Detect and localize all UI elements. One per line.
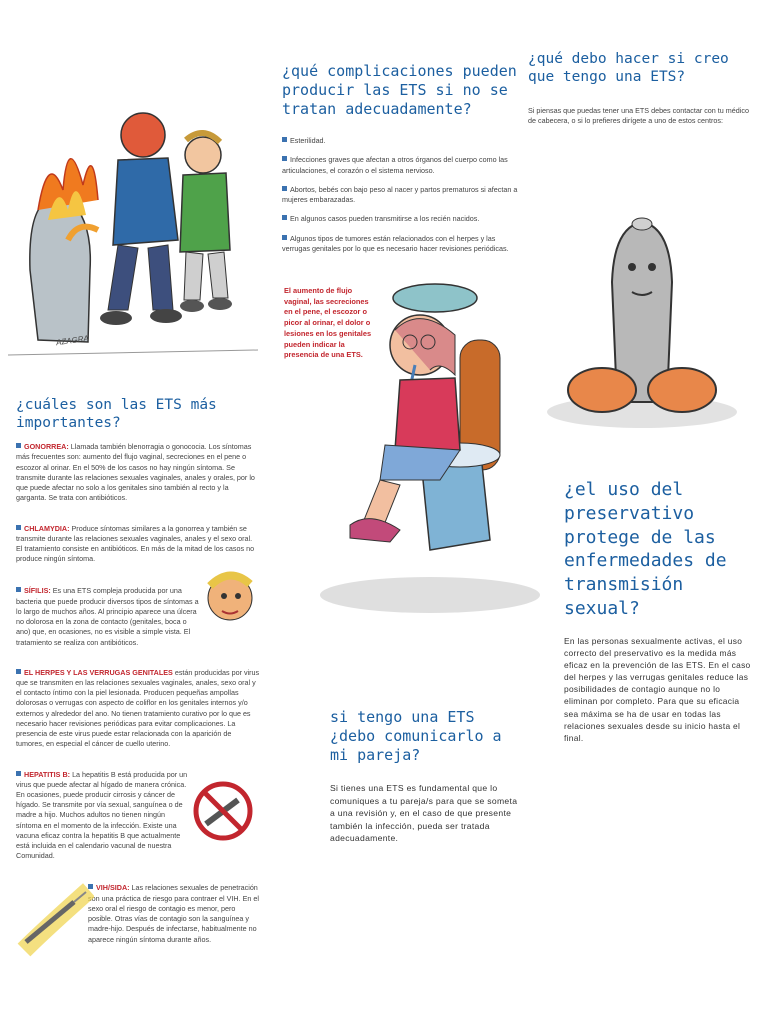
item-herpes: EL HERPES Y LAS VERRUGAS GENITALES están producidas por virus que se transmiten en las relaciones sexuales vaginales, anales, sexo oral y el contacto íntimo con la piel lesionada. Producen pequeñas ampollas dolorosas o verrugas con aspecto de coliflor en los genitales internos y/o externos y alrededor del ano. No tienen tratamiento curativo por lo que es necesario hacer revisiones periódicas para evitar complicaciones. La presencia de este virus puede estar relacionada con la aparición de tumores, en especial el cáncer de cuello uterino.	[16, 667, 260, 749]
condom-character-illustration	[542, 212, 742, 434]
bullet-icon	[16, 525, 21, 530]
item-vih: VIH/SIDA: Las relaciones sexuales de penetración son una práctica de riesgo para contraer el VIH. En el sexo oral el riesgo de contagio es menor, pero posible. Otras vías de contagio son la sanguínea y madre-hijo. Después de infectarse, habitualmente no aparece ningún síntoma durante años.	[88, 883, 259, 944]
bullet-item: Esterilidad.	[282, 136, 522, 146]
bullet-icon	[282, 235, 287, 240]
item-sifilis: SÍFILIS: Es una ETS compleja producida por una bacteria que puede producir diversos tipos de síntomas a lo largo de muchos años. Al principio aparece una úlcera no dolorosa en la zona de contacto (genitales, boca o ano) que, en ocasiones, no es visible a simple vista. El tratamiento se realiza con antibióticos.	[16, 586, 199, 647]
bullet-icon	[16, 587, 21, 592]
bullet-item: Infecciones graves que afectan a otros órganos del cuerpo como las articulaciones, el corazón o el sistema nervioso.	[282, 155, 508, 175]
bullet-icon	[282, 215, 287, 220]
heading-main-ets: ¿cuáles son las ETS más importantes?	[16, 397, 217, 432]
section-que-hacer	[528, 50, 756, 127]
column-2	[282, 62, 522, 263]
no-syringe-icon	[192, 780, 254, 842]
section-pareja	[330, 708, 520, 845]
preservativo-body: En las personas sexualmente activas, el uso correcto del preservativo es la medida más eficaz en la prevención de las ETS. En el caso del herpes y las verrugas genitales reduce las posibilidades de contagio aunque no lo eliminan por completo. Para que su eficacia sea máxima se ha de usar en todas las relaciones sexuales desde su inicio hasta el final.	[564, 635, 751, 743]
bullet-icon	[16, 669, 21, 674]
sick-woman-illustration	[290, 280, 540, 620]
section-preservativo	[564, 478, 754, 744]
bullet-icon	[282, 137, 287, 142]
bullet-icon	[282, 156, 287, 161]
heading-preservativo: ¿el uso del preservativo protege de las enfermedades de transmisión sexual?	[564, 479, 727, 619]
pareja-body: Si tienes una ETS es fundamental que lo comuniques a tu pareja/s para que se someta a una revisión y, en el caso de que presente también la infección, pueda ser tratada adecuadamente.	[330, 783, 518, 844]
face-illustration	[200, 566, 258, 636]
bullet-icon	[16, 443, 21, 448]
bullet-item: Algunos tipos de tumores están relacionados con el herpes y las verrugas genitales por lo que es necesario hacer revisiones periódicas.	[282, 233, 509, 253]
item-gonorrea: GONORREA: Llamada también blenorragia o gonococia. Los síntomas más frecuentes son: aumento del flujo vaginal, secreciones en el pene o escozor al orinar. En el 50% de los casos no hay ningún síntoma. Se transmite durante las relaciones sexuales vaginales, anales y orales, por lo que puede afectar no solo a los genitales sino también al recto y la garganta. Se trata con antibióticos.	[16, 442, 255, 503]
heading-que-hacer: ¿qué debo hacer si creo que tengo una ETS?	[528, 51, 729, 86]
heading-complicaciones: ¿qué complicaciones pueden producir las ETS si no se tratan adecuadamente?	[282, 62, 517, 118]
fire-cartoon-illustration	[8, 70, 258, 380]
item-hepatitis: HEPATITIS B: La hepatitis B está producida por un virus que puede afectar al hígado de manera crónica. En ocasiones, puede producir cirrosis y cáncer de hígado. Se transmite por vía sexual, sanguínea o de madre a hijo. Muchos adultos no tienen ningún síntoma en el momento de la infección. Existe una vacuna eficaz contra la hepatitis B que actualmente está incluida en el calendario vacunal de nuestra Comunidad.	[16, 769, 188, 861]
item-chlamydia: CHLAMYDIA: Produce síntomas similares a la gonorrea y también se transmite durante las relaciones sexuales vaginales, anales y el sexo oral. El tratamiento consiste en antibióticos. En más de la mitad de los casos no produce ningún síntoma.	[16, 523, 255, 564]
syringe-icon	[14, 880, 94, 960]
bullet-item: En algunos casos pueden transmitirse a los recién nacidos.	[282, 214, 522, 224]
bullet-item: Abortos, bebés con bajo peso al nacer y partos prematuros si afectan a mujeres embarazadas.	[282, 184, 518, 205]
artist-signature: AZAGRA	[55, 333, 90, 348]
heading-pareja: si tengo una ETS ¿debo comunicarlo a mi pareja?	[330, 708, 502, 764]
bullet-icon	[16, 771, 21, 776]
bullet-icon	[282, 186, 287, 191]
que-hacer-body: Si piensas que puedas tener una ETS debes contactar con tu médico de cabecera, o si lo prefieres dirígete a uno de estos centros:	[528, 106, 749, 126]
warning-note: El aumento de flujo vaginal, las secreciones en el pene, el escozor o picor al orinar, el dolor o lesiones en los genitales pueden indicar la presencia de una ETS.	[284, 286, 372, 360]
column-1	[16, 396, 260, 954]
